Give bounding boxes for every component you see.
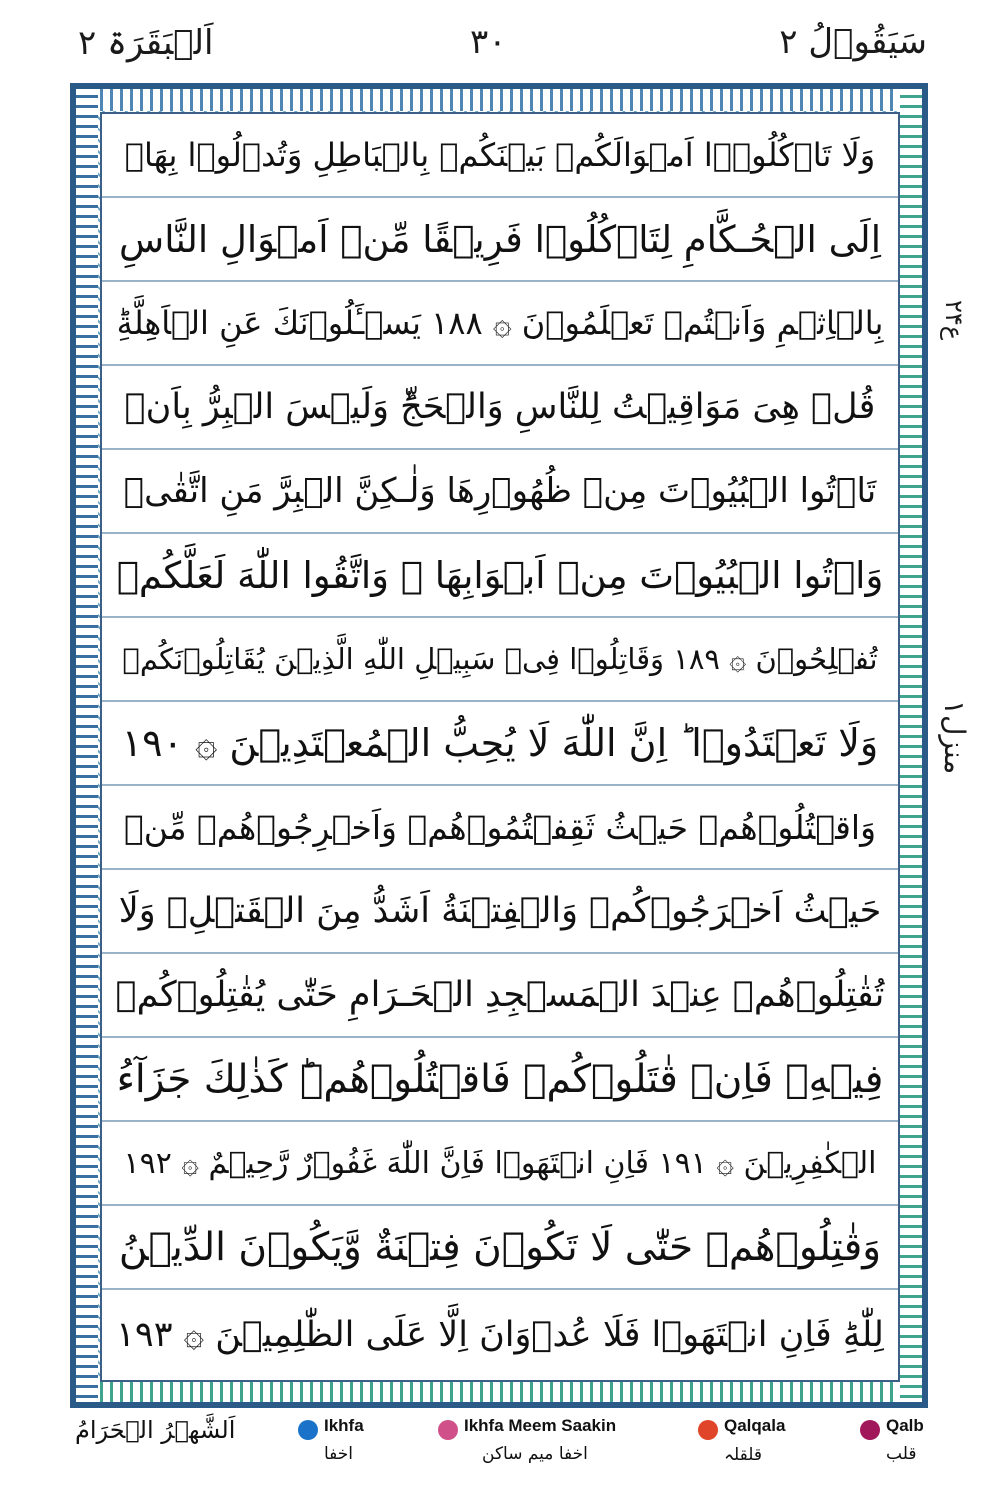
qalb-color-dot bbox=[860, 1420, 880, 1440]
verse-line bbox=[102, 450, 898, 534]
verse-line bbox=[102, 114, 898, 198]
legend-label-en: Ikhfa bbox=[324, 1416, 364, 1435]
verse-line-text: قُلۡ هِىَ مَوَاقِيۡتُ لِلنَّاسِ وَالۡحَجِّؕ وَلَيۡسَ الۡبِرُّ بِاَنۡ bbox=[124, 387, 876, 427]
verse-line bbox=[102, 198, 898, 282]
verse-line-text: تُفۡلِحُوۡنَ ۞ ۱۸۹ وَقَاتِلُوۡا فِىۡ سَبِيۡلِ اللّٰهِ الَّذِيۡنَ يُقَاتِلُوۡنَكُمۡ bbox=[122, 642, 878, 676]
ruku-mark: ع۲۴ bbox=[940, 300, 968, 341]
juz-name: سَیَقُوۡلُ ۲ bbox=[779, 22, 927, 62]
verse-line bbox=[102, 786, 898, 870]
legend-label-en: Ikhfa Meem Saakin bbox=[464, 1416, 617, 1435]
legend-label-en: Qalqala bbox=[724, 1416, 786, 1435]
verse-line bbox=[102, 702, 898, 786]
verse-text-panel bbox=[100, 112, 900, 1382]
verse-line bbox=[102, 1038, 898, 1122]
verse-line bbox=[102, 618, 898, 702]
legend-label-ar: قلب bbox=[886, 1444, 917, 1464]
frame-top-border bbox=[76, 89, 922, 111]
ikhfa-color-dot bbox=[298, 1420, 318, 1440]
legend-label-ar: اخفا bbox=[324, 1444, 354, 1464]
verse-line-text: تَاۡتُوا الۡبُيُوۡتَ مِنۡ ظُهُوۡرِهَا وَلٰـكِنَّ الۡبِرَّ مَنِ اتَّقٰىۚ bbox=[123, 471, 877, 511]
verse-line-text: وَلَا تَعۡتَدُوۡا ؕ اِنَّ اللّٰهَ لَا يُحِبُّ الۡمُعۡتَدِيۡنَ ۞ ۱۹۰ bbox=[121, 721, 879, 765]
verse-line-text: تُقٰتِلُوۡهُمۡ عِنۡدَ الۡمَسۡجِدِ الۡحَـرَامِ حَتّٰى يُقٰتِلُوۡكُمۡ bbox=[115, 975, 885, 1015]
verse-line-text: حَيۡثُ اَخۡرَجُوۡكُمۡ وَالۡفِتۡنَةُ اَشَدُّ مِنَ الۡقَتۡلِۚ وَلَا bbox=[118, 891, 882, 931]
verse-line bbox=[102, 1122, 898, 1206]
page-header bbox=[0, 0, 1005, 82]
verse-line-text: وَلَا تَاۡكُلُوۡۤا اَمۡوَالَكُمۡ بَيۡنَكُمۡ بِالۡبَاطِلِ وَتُدۡلُوۡا بِهَاۤ bbox=[124, 136, 876, 174]
verse-line bbox=[102, 366, 898, 450]
legend-label-en: Qalb bbox=[886, 1416, 924, 1435]
legend-label-ar: اخفا میم ساکن bbox=[482, 1444, 588, 1464]
surah-name: اَلۡبَقَرَۃ ۲ bbox=[78, 23, 214, 63]
frame-left-border bbox=[76, 89, 98, 1402]
verse-line-text: اِلَى الۡحُـكَّامِ لِتَاۡكُلُوۡا فَرِيۡقًا مِّنۡ اَمۡوَالِ النَّاسِ bbox=[119, 217, 881, 261]
frame-right-border bbox=[900, 89, 922, 1402]
verse-line bbox=[102, 282, 898, 366]
tajweed-legend bbox=[0, 1410, 1005, 1487]
verse-line bbox=[102, 954, 898, 1038]
verse-line-text: وَاۡتُوا الۡبُيُوۡتَ مِنۡ اَبۡوَابِهَا ۖ وَاتَّقُوا اللّٰهَ لَعَلَّكُمۡ bbox=[116, 553, 884, 597]
verse-line bbox=[102, 1206, 898, 1290]
frame-bottom-border bbox=[76, 1380, 922, 1402]
legend-label-ar: قلقلہ bbox=[724, 1445, 762, 1465]
ikhfa-meem-saakin-color-dot bbox=[438, 1420, 458, 1440]
verse-line-text: لِلّٰهِؕ فَاِنِ انۡتَهَوۡا فَلَا عُدۡوَانَ اِلَّا عَلَى الظّٰلِمِيۡنَ ۞ ۱۹۳ bbox=[116, 1315, 884, 1355]
verse-line-text: بِالۡاِثۡمِ وَاَنۡتُمۡ تَعۡلَمُوۡنَ ۞ ۱۸۸ يَسۡـَٔلُوۡنَكَ عَنِ الۡاَهِلَّةِؕ bbox=[116, 304, 884, 342]
manzil-mark: منزل۱ bbox=[938, 700, 971, 775]
verse-line-text: وَقٰتِلُوۡهُمۡ حَتّٰى لَا تَكُوۡنَ فِتۡنَةٌ وَّيَكُوۡنَ الدِّيۡنُ bbox=[118, 1224, 882, 1270]
verse-line-text: الۡكٰفِرِيۡنَ ۞ ۱۹۱ فَاِنِ انۡتَهَوۡا فَاِنَّ اللّٰهَ غَفُوۡرٌ رَّحِيۡمٌ ۞ ۱۹۲ bbox=[123, 1145, 877, 1181]
verse-line bbox=[102, 1290, 898, 1380]
page-number: ۳۰ bbox=[470, 22, 507, 62]
verse-line bbox=[102, 870, 898, 954]
verse-line-text: فِيۡهِۚ فَاِنۡ قٰتَلُوۡكُمۡ فَاقۡتُلُوۡهُمۡؕ كَذٰلِكَ جَزَآءُ bbox=[116, 1056, 884, 1102]
verse-line bbox=[102, 534, 898, 618]
verse-line-text: وَاقۡتُلُوۡهُمۡ حَيۡثُ ثَقِفۡتُمُوۡهُمۡ وَاَخۡرِجُوۡهُمۡ مِّنۡ bbox=[123, 807, 877, 847]
qalqala-color-dot bbox=[698, 1420, 718, 1440]
month-label: اَلشَّھۡرُ الۡحَرَامُ bbox=[75, 1416, 236, 1444]
